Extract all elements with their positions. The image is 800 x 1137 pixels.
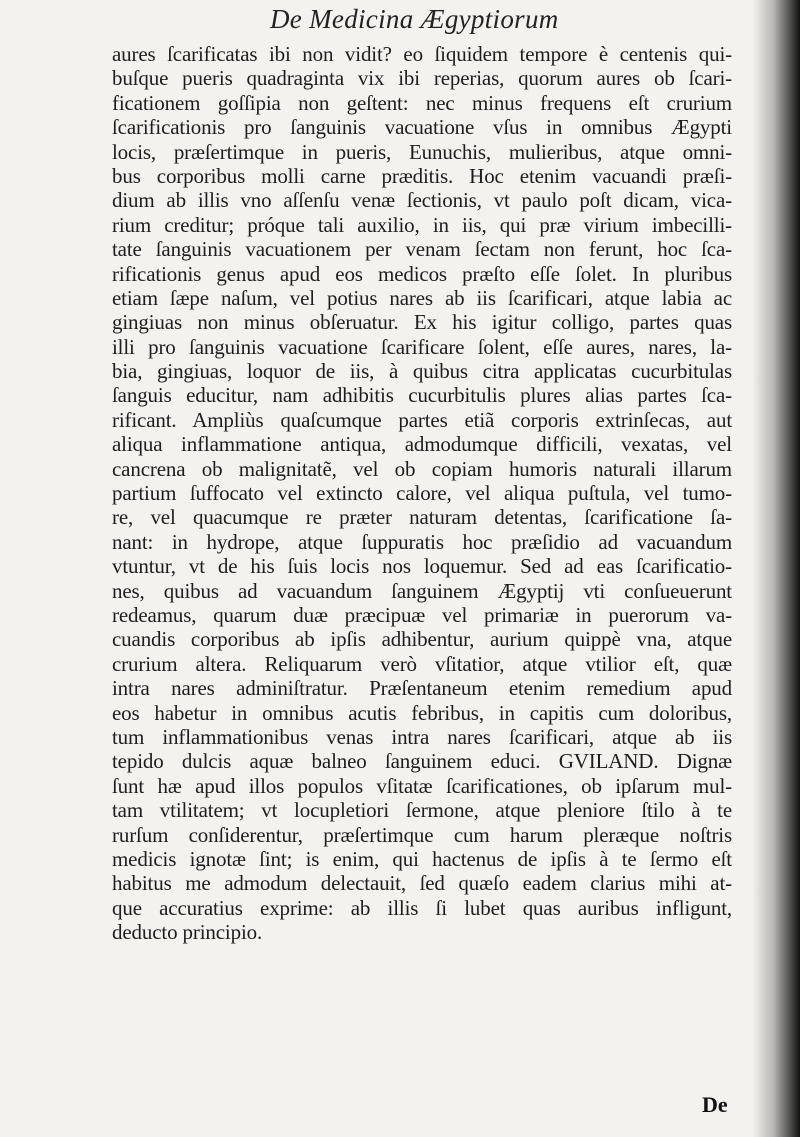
text-line: vtuntur, vt de his ſuis locis nos loquemur. Sed ad eas ſcarificatio-	[112, 554, 732, 579]
text-line: rium creditur; próque tali auxilio, in iis, qui præ virium imbecilli-	[112, 212, 732, 237]
text-line: nes, quibus ad vacuandum ſanguinem Ægyptij vti conſueuerunt	[112, 578, 732, 603]
text-line: cuandis corporibus ab ipſis adhibentur, aurium quippè vna, atque	[112, 627, 732, 652]
text-line: rificationis genus apud eos medicos præſto eſſe ſolet. In pluribus	[112, 261, 732, 286]
text-line: aures ſcarificatas ibi non vidit? eo ſiquidem tempore è centenis qui-	[112, 42, 732, 66]
text-line: ſunt hæ apud illos populos vſitatæ ſcarificationes, ob ipſarum mul-	[112, 773, 732, 798]
text-line: cancrena ob malignitatẽ, vel ob copiam humoris naturali illarum	[112, 456, 732, 481]
text-line: nant: in hydrope, atque ſuppuratis hoc præſidio ad vacuandum	[112, 529, 732, 554]
text-line: rurſum conſiderentur, præſertimque cum harum pleræque noſtris	[112, 822, 732, 847]
text-line: ſanguis educitur, nam adhibitis cucurbitulis plures alias partes ſca-	[112, 383, 732, 408]
text-line: intra nares adminiſtratur. Præſentaneum etenim remedium apud	[112, 676, 732, 701]
body-text	[112, 42, 732, 944]
text-line: re, vel quacumque re præter naturam detentas, ſcarificatione ſa-	[112, 505, 732, 530]
text-line: crurium altera. Reliquarum verò vſitatior, atque vtilior eſt, quæ	[112, 651, 732, 676]
text-line: bia, gingiuas, loquor de iis, à quibus citra applicatas cucurbitulas	[112, 359, 732, 384]
text-line: deducto principio.	[112, 920, 263, 945]
text-line: redeamus, quarum duæ præcipuæ vel primariæ in puerorum va-	[112, 602, 732, 627]
text-line: eos habetur in omnibus acutis febribus, in capitis cum doloribus,	[112, 700, 732, 725]
running-head: De Medicina Ægyptiorum	[270, 4, 559, 34]
text-line: tam vtilitatem; vt locupletiori ſermone, atque pleniore ſtilo à te	[112, 798, 732, 823]
text-line: gingiuas non minus obſeruatur. Ex his igitur colligo, partes quas	[112, 310, 732, 335]
text-line: ſcarificationis pro ſanguinis vacuatione vſus in omnibus Ægypti	[112, 115, 732, 140]
text-line: buſque pueris quadraginta vix ibi reperias, quorum aures ob ſcari-	[112, 66, 732, 91]
text-line: etiam ſæpe naſum, vel potius nares ab iis ſcarificari, atque labia ac	[112, 285, 732, 310]
text-line: que accuratius exprime: ab illis ſi lubet quas auribus infligunt,	[112, 895, 732, 920]
text-line: tate ſanguinis vacuationem per venam ſectam non ferunt, hoc ſca-	[112, 237, 732, 262]
text-line: partium ſuffocato vel extincto calore, vel aliqua puſtula, vel tumo-	[112, 481, 732, 506]
text-line: dium ab illis vno aſſenſu venæ ſectionis, vt paulo poſt dicam, vica-	[112, 188, 732, 213]
text-line: aliqua inflammatione antiqua, admodumque difficili, vexatas, vel	[112, 432, 732, 457]
text-line: illi pro ſanguinis vacuatione ſcarificare ſolent, eſſe aures, nares, la-	[112, 334, 732, 359]
text-line: medicis ignotæ ſint; is enim, qui hactenus de ipſis à te ſermo eſt	[112, 846, 732, 871]
text-line: ficationem goſſipia non geſtent: nec minus frequens eſt crurium	[112, 90, 732, 115]
text-line: rificant. Ampliùs quaſcumque partes etiã corporis extrinſecas, aut	[112, 407, 732, 432]
text-line: bus corporibus molli carne præditis. Hoc etenim vacuandi præſi-	[112, 163, 732, 188]
text-line: tepido dulcis aquæ balneo ſanguinem educi. GVILAND. Dignæ	[112, 749, 732, 774]
text-line: habitus me admodum delectauit, ſed quæſo eadem clarius mihi at-	[112, 871, 732, 896]
catchword: De	[702, 1092, 728, 1117]
text-line: locis, præſertimque in pueris, Eunuchis, mulieribus, atque omni-	[112, 139, 732, 164]
text-line: tum inflammationibus venas intra nares ſcarificari, atque ab iis	[112, 724, 732, 749]
